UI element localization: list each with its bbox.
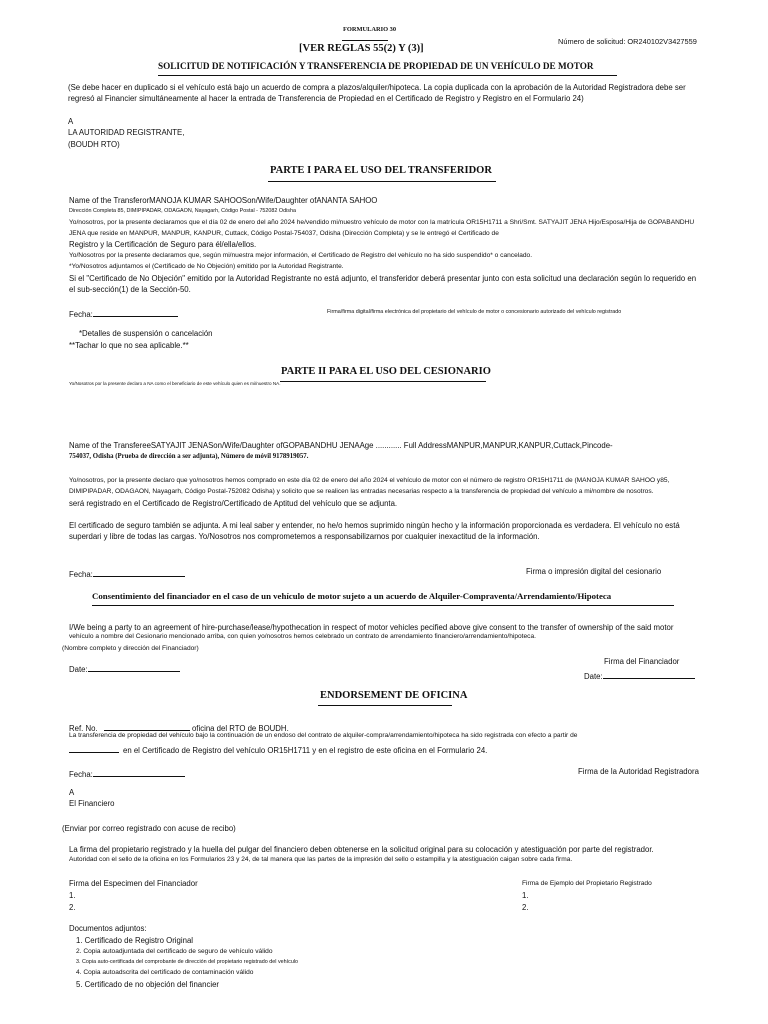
seal-requirement-note: Autoridad con el sello de la oficina en los Formularios 23 y 24, de tal manera que las partes de la impresión del sello o estampilla y la atestiguación caigan sobre cada firma. — [69, 856, 573, 863]
financier-specimen-1: 1. — [69, 891, 76, 900]
duplicate-note: (Se debe hacer en duplicado si el vehículo está bajo un acuerdo de compra a plazos/alquiler/hipoteca. La copia duplicada con la aprobación de la Autoridad Registradora debe ser regresó al Financier simultáneamente al hacer la entrada de Transferencia de Propiedad en el Certificado de Registro y Registro en el Formulario 24) — [68, 83, 686, 103]
endorsement-text-cont-label: en el Certificado de Registro del vehículo OR15H1711 y en el registro de este oficina en el Formulario 24. — [123, 746, 488, 755]
office-endorsement-heading: ENDORSEMENT DE OFICINA — [320, 690, 468, 701]
financier-specimen-signature-label: Firma del Especimen del Financiador — [69, 879, 198, 888]
financier-date-left-field[interactable] — [88, 662, 180, 672]
transferor-declaration: Yo/nosotros, por la presente declaramos que el día 02 de enero del año 2024 he/vendido mi/nuestro vehículo de motor con la matrícula OR15H1711 a Shri/Smt. SATYAJIT JENA Hijo/Esposa/Hija de GOPABANDHU JENA que reside en MANPUR, MANPUR, KANPUR, Cuttack, Código Postal-754037, Odisha (Dirección Completa) y se le entregó el Certificado de — [69, 219, 695, 237]
registered-post-note: (Enviar por correo registrado con acuse de recibo) — [62, 824, 236, 833]
part1-heading-underline — [268, 181, 496, 182]
part1-date-field[interactable] — [93, 307, 178, 317]
ref-number-label: Ref. No. — [69, 724, 98, 733]
part1-heading: PARTE I PARA EL USO DEL TRANSFERIDOR — [270, 165, 492, 176]
form-title-underline — [158, 75, 617, 76]
not-suspended-declaration: Yo/Nosotros por la presente declaramos que, según mi/nuestra mejor información, el Certificado de Registro del vehículo no ha sido suspendido* o cancelado. — [69, 252, 533, 259]
endorsement-text: La transferencia de propiedad del vehículo bajo la continuación de un endoso del contrato de alquiler-compra/arrendamiento/hipoteca ha sido registrada con efecto a partir de — [69, 732, 578, 739]
endorsement-text-cont — [69, 743, 487, 755]
attached-document-item: 1. Certificado de Registro Original — [76, 936, 194, 945]
ref-number-field[interactable] — [104, 721, 190, 731]
owner-specimen-signature-label: Firma de Ejemplo del Propietario Registrado — [522, 880, 652, 887]
office-date-field[interactable] — [93, 767, 185, 777]
transferee-signature-label: Firma o impresión digital del cesionario — [526, 567, 662, 576]
endorsement-date-field[interactable] — [69, 743, 119, 753]
transferee-name-line: Name of the TransfereeSATYAJIT JENASon/Wife/Daughter ofGOPABANDHU JENAAge ............ Full AddressMANPUR,MANPUR,KANPUR,Cuttack,Pincode- — [69, 441, 613, 450]
strike-out-note: **Tachar lo que no sea aplicable.** — [69, 341, 189, 350]
attached-document-item: 3. Copia auto-certificada del comprobante de dirección del propietario registrado del vehículo — [76, 959, 299, 965]
transferee-registration-note: será registrado en el Certificado de Registro/Certificado de Aptitud del vehículo que se adjunta. — [69, 499, 398, 508]
addressee-authority: LA AUTORIDAD REGISTRANTE, — [68, 128, 185, 137]
owner-specimen-2: 2. — [522, 903, 529, 912]
financier-heading-underline — [92, 605, 674, 606]
part2-date-field[interactable] — [93, 567, 185, 577]
transferor-address-line: Dirección Completa 85, DIMIPIPADAR, ODAGAON, Nayagarh, Código Postal - 752082 Odisha — [69, 208, 297, 214]
ref-number-suffix: oficina del RTO de BOUDH. — [191, 724, 289, 733]
financier-to-a: A — [69, 788, 75, 797]
financier-consent-text: I/We being a party to an agreement of hire-purchase/lease/hypothecation in respect of motor vehicles pecified above give consent to the transfer of ownership of the said motor — [69, 623, 674, 632]
registering-authority-signature-label: Firma de la Autoridad Registradora — [578, 767, 699, 776]
part2-date-label: Fecha: — [69, 570, 93, 579]
office-date-label: Fecha: — [69, 770, 93, 779]
owner-specimen-1: 1. — [522, 891, 529, 900]
form-number: FORMULARIO 30 — [343, 26, 397, 33]
part1-date — [69, 307, 178, 319]
part2-heading-underline — [280, 381, 486, 382]
financier-date-left-label: Date: — [69, 665, 88, 674]
rules-reference: [VER REGLAS 55(2) Y (3)] — [299, 43, 424, 54]
part2-date — [69, 567, 185, 579]
office-date — [69, 767, 185, 779]
financier-signature-label: Firma del Financiador — [604, 657, 680, 666]
part1-signature-label: Firma/firma digital/firma electrónica del propietario del vehículo de motor o concesionario autorizado del vehículo registrado — [327, 309, 622, 315]
financier-date-right-label: Date: — [584, 672, 603, 681]
financier-date-right-field[interactable] — [603, 669, 695, 679]
financier-to-label: El Financiero — [69, 799, 115, 808]
transferee-declaration: Yo/nosotros, por la presente declaro que yo/nosotros hemos comprado en este día 02 de enero del año 2024 el vehículo de motor con el número de registro OR15H1711 de (MANOJA KUMAR SAHOO y85, DIMIPIPADAR, ODAGAON, Nayagarh, Código Postal-752082 Odisha) y solicito que se realicen las entradas necesarias respecto a la transferencia de propiedad del vehículo a mi/nombre de nosotros. — [69, 477, 670, 495]
addressee-rto: (BOUDH RTO) — [68, 140, 120, 149]
financier-heading: Consentimiento del financiador en el caso de un vehículo de motor sujeto a un acuerdo de Alquiler-Compraventa/Arrendamiento/Hipoteca — [92, 591, 612, 601]
office-heading-underline — [318, 705, 452, 706]
attached-document-item: 5. Certificado de no objeción del financier — [76, 980, 220, 989]
financier-name-address-label: (Nombre completo y dirección del Financiador) — [62, 645, 199, 652]
form-number-underline — [342, 40, 388, 41]
suspension-details-note: *Detalles de suspensión o cancelación — [79, 329, 213, 338]
form-title: SOLICITUD DE NOTIFICACIÓN Y TRANSFERENCIA DE PROPIEDAD DE UN VEHÍCULO DE MOTOR — [158, 61, 594, 71]
financier-date-left — [69, 662, 180, 674]
part2-heading: PARTE II PARA EL USO DEL CESIONARIO — [281, 366, 491, 377]
attached-document-item: 2. Copia autoadjuntada del certificado de seguro de vehículo válido — [76, 948, 273, 955]
signature-requirement-note: La firma del propietario registrado y la huella del pulgar del financiero deben obtenerse en la solicitud original para su colocación y atestiguación por parte del registrador. — [69, 845, 654, 854]
transferor-declaration-cont: Registro y la Certificación de Seguro para él/ella/ellos. — [69, 240, 257, 249]
insurance-declaration: El certificado de seguro también se adjunta. A mi leal saber y entender, no he/o hemos suprimido ningún hecho y la información proporcionada es verdadera. El vehículo no está superdari y libre de todas las cargas. Yo/Nosotros nos comprometemos a responsabilizarnos por cualquier inexactitud de la información. — [69, 521, 680, 541]
financier-specimen-2: 2. — [69, 903, 76, 912]
application-number: Número de solicitud: OR240102V3427559 — [558, 37, 697, 46]
transferor-name-line: Name of the TransferorMANOJA KUMAR SAHOOSon/Wife/Daughter ofANANTA SAHOO — [69, 196, 378, 205]
noc-not-attached-note: Si el "Certificado de No Objeción" emitido por la Autoridad Registrante no está adjunto, el transferidor deberá presentar junto con esta solicitud una declaración según lo requerido en el sub-sección(1) de la Sección-50. — [69, 274, 697, 294]
noc-attached-note: *Yo/Nosotros adjuntamos el (Certificado de No Objeción) emitido por la Autoridad Registrante. — [69, 263, 344, 270]
part1-date-label: Fecha: — [69, 310, 93, 319]
attached-documents-heading: Documentos adjuntos: — [69, 924, 147, 933]
attached-document-item: 4. Copia autoadscrita del certificado de contaminación válido — [76, 969, 254, 976]
addressee-a: A — [68, 117, 74, 126]
beneficiary-declaration: Yo/Nosotros por la presente declaro a NA como el beneficiario de este vehículo quien es mi/nuestro NA. — [69, 381, 281, 386]
financier-consent-text-cont: vehículo a nombre del Cesionario mencionado arriba, con quien yo/nosotros hemos celebrado un contrato de arrendamiento financiero/arrendamiento/hipoteca. — [69, 633, 536, 640]
transferee-address-proof: 754037, Odisha (Prueba de dirección a ser adjunta), Número de móvil 9178919057. — [69, 453, 309, 460]
financier-date-right — [584, 669, 695, 681]
